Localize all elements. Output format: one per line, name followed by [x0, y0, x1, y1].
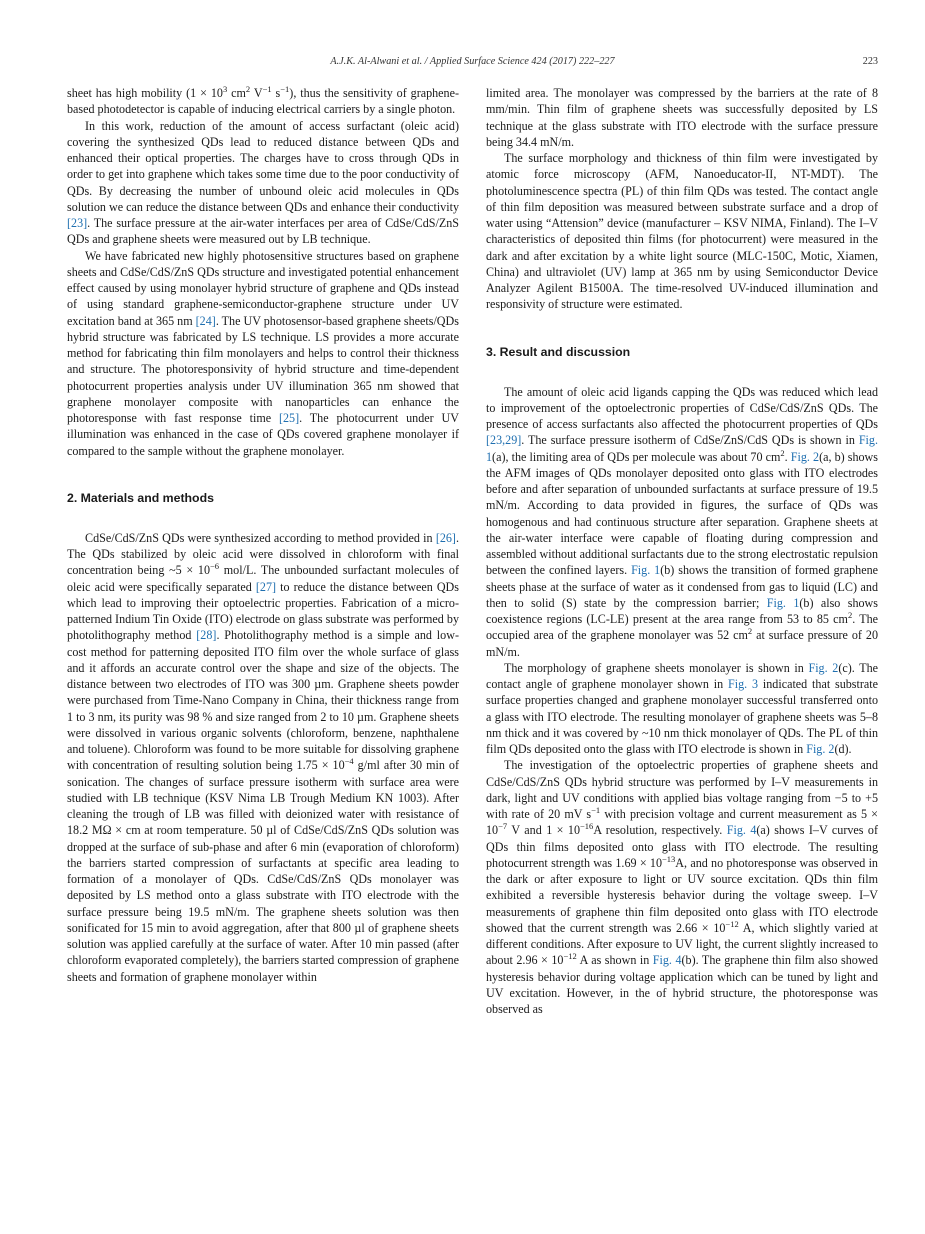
figure-link[interactable]: Fig. 1: [631, 563, 661, 578]
paragraph: In this work, reduction of the amount of access surfactant (oleic acid) covering the synthesized QDs lead to reduced distance between QDs and enhanced their optical properties. The charges have to cross through QDs in order to get into graphene which takes some time due to the poor conductivity of QDs. By decreasing the number of unbound oleic acid molecules in QDs solution we can reduce the distance between QDs and enhance their conductivity [23]. The surface pressure at the air-water interfaces per area of CdSe/CdS/ZnS QDs and graphene sheets were measured out by LB technique.: [67, 118, 459, 247]
paragraph: The surface morphology and thickness of thin film were investigated by atomic force microscopy (AFM, Nanoeducator-II, NT-MDT). The photoluminescence spectra (PL) of thin film QDs was tested. The contact angle of thin film deposition was measured between substrate surface and a drop of water using “Attension” device (manufacturer – KSV NIMA, Finland). The I–V characteristics of deposited thin films (for photocurrent) were measured in the dark and after excitation by a white light source (MLC-150C, Motic, Xiamen, China) and ultraviolet (UV) lamp at 365 nm by using Semiconductor Device Analyzer Agilent B1500A. The time-resolved UV-induced illumination and responsivity of structure were estimated.: [486, 151, 878, 312]
left-column: [67, 85, 459, 985]
figure-link[interactable]: Fig. 2: [790, 449, 820, 464]
figure-link[interactable]: Fig. 1: [486, 433, 878, 464]
figure-link[interactable]: Fig. 2: [808, 660, 839, 675]
figure-link[interactable]: Fig. 2: [806, 742, 835, 756]
paragraph: sheet has high mobility ($1 \times 10^3$ $cm^2$ $V^{-1}$ $s^{-1}$), thus the sensitivity of graphene-based photodetector is capable of inducing electrical carriers by a single photon.: [67, 83, 459, 117]
citation-link[interactable]: [24]: [195, 313, 216, 328]
figure-link[interactable]: Fig. 1: [766, 595, 800, 610]
figure-link[interactable]: Fig. 4: [726, 823, 757, 838]
citation-link[interactable]: [28]: [196, 628, 217, 643]
paragraph: CdSe/CdS/ZnS QDs were synthesized according to method provided in [26]. The QDs stabilized by oleic acid were dissolved in chloroform with final concentration being ~5 × $10^{-6}$ mol/L. The unbounded surfactant molecules of oleic acid were specifically separated [27] to reduce the distance between QDs which lead to improving their optoelectric properties. Fabrication of a micro-patterned Indium Tin Oxide (ITO) electrode on glass substrate was performed by photolithography method [28]. Photolithography method is a simple and low-cost method for patterning deposited ITO film over the whole surface of glass and it affords an accurate control over the shape and size of the objects. The distance between two electrodes of ITO was 300 µm. Graphene sheets powder were purchased from Time-Nano Company in China, their thickness range from 1 to 3 nm, its purity was 98 % and size ranged from 2 to 10 µm. Graphene sheets were dissolved in various organic solvents (chloroform, benzene, naphthalene and toluene). Chloroform was found to be more suitable for dissolving graphene with concentration of resulting solution being $1.75 \times 10^{-4}$ g/ml after 30 min of sonication. The changes of surface pressure isotherm with surface area were studied with LB technique (KSV Nima LB Trough Medium KN 1003). After cleaning the trough of LB was filled with deionized water with resistance of 18.2 MΩ × cm at room temperature. 50 µl of CdSe/CdS/ZnS QDs solution was dropped at the surface of sub-phase and after 6 min (evaporation of chloroform) the barriers started compression of surfactants at specific area leading to formation of a monolayer of QDs. CdSe/CdS/ZnS QDs monolayer was deposited by LS method onto a glass substrate with ITO electrode with the surface pressure being 19.5 mN/m. The graphene sheets solution was then sonificated for 15 min to avoid aggregation, after that 800 µl of graphene sheets solution was applied carefully at the surface of water. After 10 min passed (after chloroform evaporated completely), the barriers started compression of graphene sheets and formation of graphene monolayer within: [67, 530, 459, 984]
right-column: [486, 85, 878, 1017]
paragraph: The amount of oleic acid ligands capping the QDs was reduced which lead to improvement of the optoelectronic properties of CdSe/CdS/ZnS QDs. The presence of access surfactants also affected the photocurrent properties of QDs [23,29]. The surface pressure isotherm of CdSe/ZnS/CdS QDs is shown in Fig. 1(a), the limiting area of QDs per molecule was about 70 $cm^2$. Fig. 2(a, b) shows the AFM images of QDs monolayer deposited onto glass with ITO electrodes before and after separation of unbounded surfactants at surface pressure of 19.5 mN/m. According to data provided in figures, the surface of QDs was homogenous and had continuous structure after separation. Graphene sheets at the air-water interface were capable of floating during compression and assembled without additional surfactants due to the strong electrostatic repulsion between the confined layers. Fig. 1(b) shows the transition of formed graphene sheets phase at the surface of water as it condensed from gas to liquid (LC) and then to solid (S) state by the compression barrier; Fig. 1(b) also shows coexistence regions (LC-LE) present at the area range from 53 to 85 $cm^2$. The occupied area of the graphene monolayer was 52 $cm^2$ at surface pressure of 20 mN/m.: [486, 384, 879, 659]
paragraph: The investigation of the optoelectric properties of graphene sheets and CdSe/CdS/ZnS QDs hybrid structure was performed by I–V measurements in dark, light and UV conditions with applied bias voltage ranging from −5 to +5 with rate of 20 mV $s^{-1}$ with precision voltage and current measurement as $5 \times 10^{-7}$ V and $1 \times 10^{-16}A$ resolution, respectively. Fig. 4(a) shows I–V curves of QDs thin films deposited onto glass with ITO electrode. The resulting photocurrent strength was $1.69 \times 10^{-13}A$, and no photoresponse was observed in the dark or after exposure to light or UV source excitation. QDs thin film exhibited a reversible hysteresis behavior during the voltage sweep. I–V measurements of graphene thin film deposited onto glass with ITO electrode showed that the current strength was $2.66 \times 10^{-12}$ A, which slightly varied at different conditions. After exposure to UV light, the current slightly increased to about $2.96 \times 10^{-12}$ A as shown in Fig. 4(b). The graphene thin film also showed hysteresis behavior during voltage application which can be tuned by light and UV excitation. However, in the of hybrid structure, the photoresponse was observed as: [486, 758, 879, 1016]
paragraph: The morphology of graphene sheets monolayer is shown in Fig. 2(c). The contact angle of graphene monolayer shown in Fig. 3 indicated that substrate surface properties changed and graphene monolayer successful transferred onto a glass with ITO electrode. The resulting monolayer of graphene sheets was 5–8 nm thick and it was covered by ~10 nm thick monolayer of QDs. The PL of thin film QDs deposited onto the glass with ITO electrode is shown in Fig. 2(d).: [486, 660, 879, 756]
figure-link[interactable]: Fig. 3: [728, 677, 759, 691]
paragraph: limited area. The monolayer was compressed by the barriers at the rate of 8 mm/min. Thin film of graphene sheets was successfully deposited by LS technique at the glass substrate with ITO electrode with the surface pressure being 34.4 mN/m.: [486, 86, 878, 149]
citation-link[interactable]: [26]: [435, 530, 456, 545]
paragraph: We have fabricated new highly photosensitive structures based on graphene sheets and CdSe/CdS/ZnS QDs structure and investigated potential enhancement effect caused by using monolayer hybrid structure of graphene and QDs instead of using standard graphene-semiconductor-graphene structure under UV excitation band at 365 nm [24]. The UV photosensor-based graphene sheets/QDs hybrid structure was fabricated by LS technique. LS provides a more accurate method for fabricating thin film monolayers and helps to control their thickness and structure. The photoresponsivity of hybrid structure and time-dependent photocurrent properties analysis under UV illumination 365 nm showed that graphene monolayer composite with nanoparticles can enhance the photoresponse with fast response time [25]. The photocurrent under UV illumination was enhanced in the case of QDs covered graphene monolayer if compared to the sample without the graphene monolayer.: [67, 248, 459, 458]
citation-link[interactable]: [27]: [255, 579, 277, 594]
figure-link[interactable]: Fig. 4: [652, 953, 682, 968]
journal-citation: A.J.K. Al-Alwani et al. / Applied Surface Science 424 (2017) 222–227: [330, 56, 615, 67]
section-heading: 2. Materials and methods: [67, 490, 214, 505]
citation-link[interactable]: [25]: [278, 411, 300, 425]
citation-link[interactable]: [23,29]: [486, 433, 522, 448]
section-heading: 3. Result and discussion: [486, 344, 631, 359]
running-header: [67, 56, 878, 72]
citation-link[interactable]: [23]: [67, 216, 88, 230]
page-number: 223: [862, 56, 878, 67]
